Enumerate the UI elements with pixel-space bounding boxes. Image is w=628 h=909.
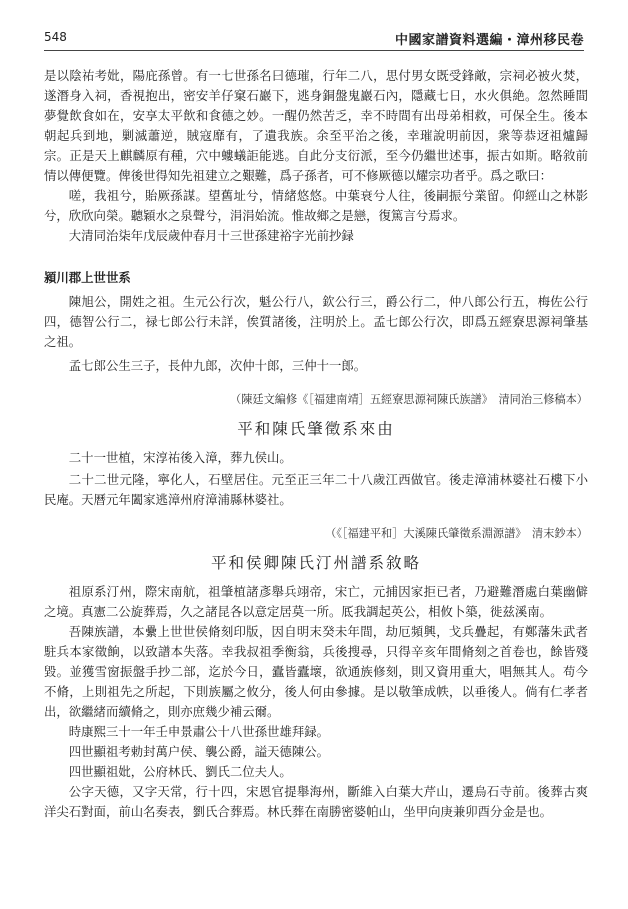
section-title-houqing-chen: 平和侯卿陳氏汀州譜系敘略 — [210, 554, 421, 572]
running-title: 中國家譜資料選編・漳州移民卷 — [394, 33, 584, 48]
intro-paragraph: 是以陰祐考妣，陽庇孫曾。有一七世孫名曰德璀，行年二八，思付男女既受鋒敵，宗祠必被火焚，遂潛身入祠，香視抱出，密安羊仔窠石巖下，逃身銅盤鬼巖石內，隱藏七日，水火俱絶。忽然睡間夢覺飲食如在，安享太平飲和食德之妙。一醒仍然苦乏，幸不時間有出母弟相救，可保全生。後本朝起兵到地，剿滅蕭逆，賊寇靡有，了遺我族。余至平治之後，幸璀說明前因，衆等恭迓祖爐歸宗。正是天上麒麟原有種，穴中螻蟻詎能逃。自此分支衍派，至今仍繼世述事，振古如斯。略敘前情以傳便覽。俾後世得知先祖建立之艱難，爲子孫者，可不修厥德以耀宗功者乎。爲之歌曰： — [44, 68, 588, 183]
section3-paragraph: 吾陳族譜，本纍上世世侯脩刻印版，因自明末癸未年間，劫厄頻興，戈兵疊起，有鄭藩朱武者駐兵本家徵餉，以致譜本失落。幸我叔祖季衡翁，兵後搜尋，只得辛亥年間脩刻之首卷也，餘皆殘毀。並獲雪窗振盤手抄二部，迄於今日，蠹皆蠹壞，欲通族修刻，則又資用重大，唱無其人。苟今不脩，上則祖先之所起，下則族屬之攸分，後人何由參據。是以敬筆成帙，以垂後人。倘有仁孝者出，欲繼緒而續脩之，則亦庶幾少補云爾。 — [44, 624, 588, 719]
section3-paragraph: 祖原系汀州，際宋南航，祖肇植諸彥舉兵翊帝，宋亡，元捕因家拒已者，乃避難潛處白葉幽僻之境。真憲二公旋葬焉，久之諸昆各以意定居莫一所。厎我調起英公，相攸卜築，徙兹溪南。 — [44, 584, 588, 619]
intro-colophon: 大清同治柒年戊辰歲仲春月十三世孫建裕字光前抄録 — [68, 228, 354, 243]
section-title-pinghe-chen: 平和陳氏肇徵系來由 — [237, 420, 395, 438]
page-body — [44, 66, 588, 822]
section-heading-yingchuan: 潁川郡上世世系 — [44, 270, 131, 285]
section3-paragraph: 時康熙三十一年壬申景肅公十八世孫世雄拜録。 — [68, 724, 329, 739]
intro-poem: 嗟，我祖兮，貽厥孫謀。望舊址兮，情緒悠悠。中葉衰兮人往，後嗣振兮業留。仰經山之林影兮，欣欣向榮。聽穎水之泉聲兮，涓涓始流。惟故鄉之是戀，復篤言兮焉求。 — [44, 188, 588, 223]
page-header — [44, 28, 584, 51]
section2-paragraph: 二十一世植，宋淳祐後入漳，葬九侯山。 — [68, 450, 292, 465]
section1-paragraph: 孟七郎公生三子，長仲九郎，次仲十郎，三仲十一郎。 — [68, 358, 367, 373]
source-citation-2: （《［福建平和］大溪陳氏肇徵系淵源譜》 清末鈔本） — [325, 527, 588, 540]
section1-paragraph: 陳旭公，開姓之祖。生元公行次，魁公行八，欽公行三，爵公行二，仲八郎公行五，梅佐公行四，德智公行二，禄七郎公行未詳，俟質諸後，注明於上。孟七郎公行次，即爲五經寮思源祠肇基之祖。 — [44, 294, 588, 349]
section3-paragraph: 公字天德，又字天常，行十四，宋恩官提舉海州，斷維入白葉大芹山，遷烏石寺前。後葬古爽洋尖石對面，前山名奏表，劉氏合葬焉。林氏葬在南勝密婆帕山，坐甲向庚兼卯酉分金是也。 — [44, 784, 588, 819]
section2-paragraph: 二十二世元隆，寧化人，石壁居住。元至正三年二十八歲江西做官。後走漳浦林婆社石樓下小民庵。天曆元年闔家逃漳州府漳浦縣林婆社。 — [44, 472, 588, 507]
page-number: 548 — [44, 30, 67, 44]
source-citation-1: （陳廷文編修《［福建南靖］五經寮思源祠陳氏族譜》 清同治三修稿本） — [230, 393, 588, 406]
section3-paragraph: 四世顯祖妣，公府林氏、劉氏二位夫人。 — [68, 764, 292, 779]
section3-paragraph: 四世顯祖考勅封萬户侯、襲公爵，謚天德陳公。 — [68, 744, 329, 759]
